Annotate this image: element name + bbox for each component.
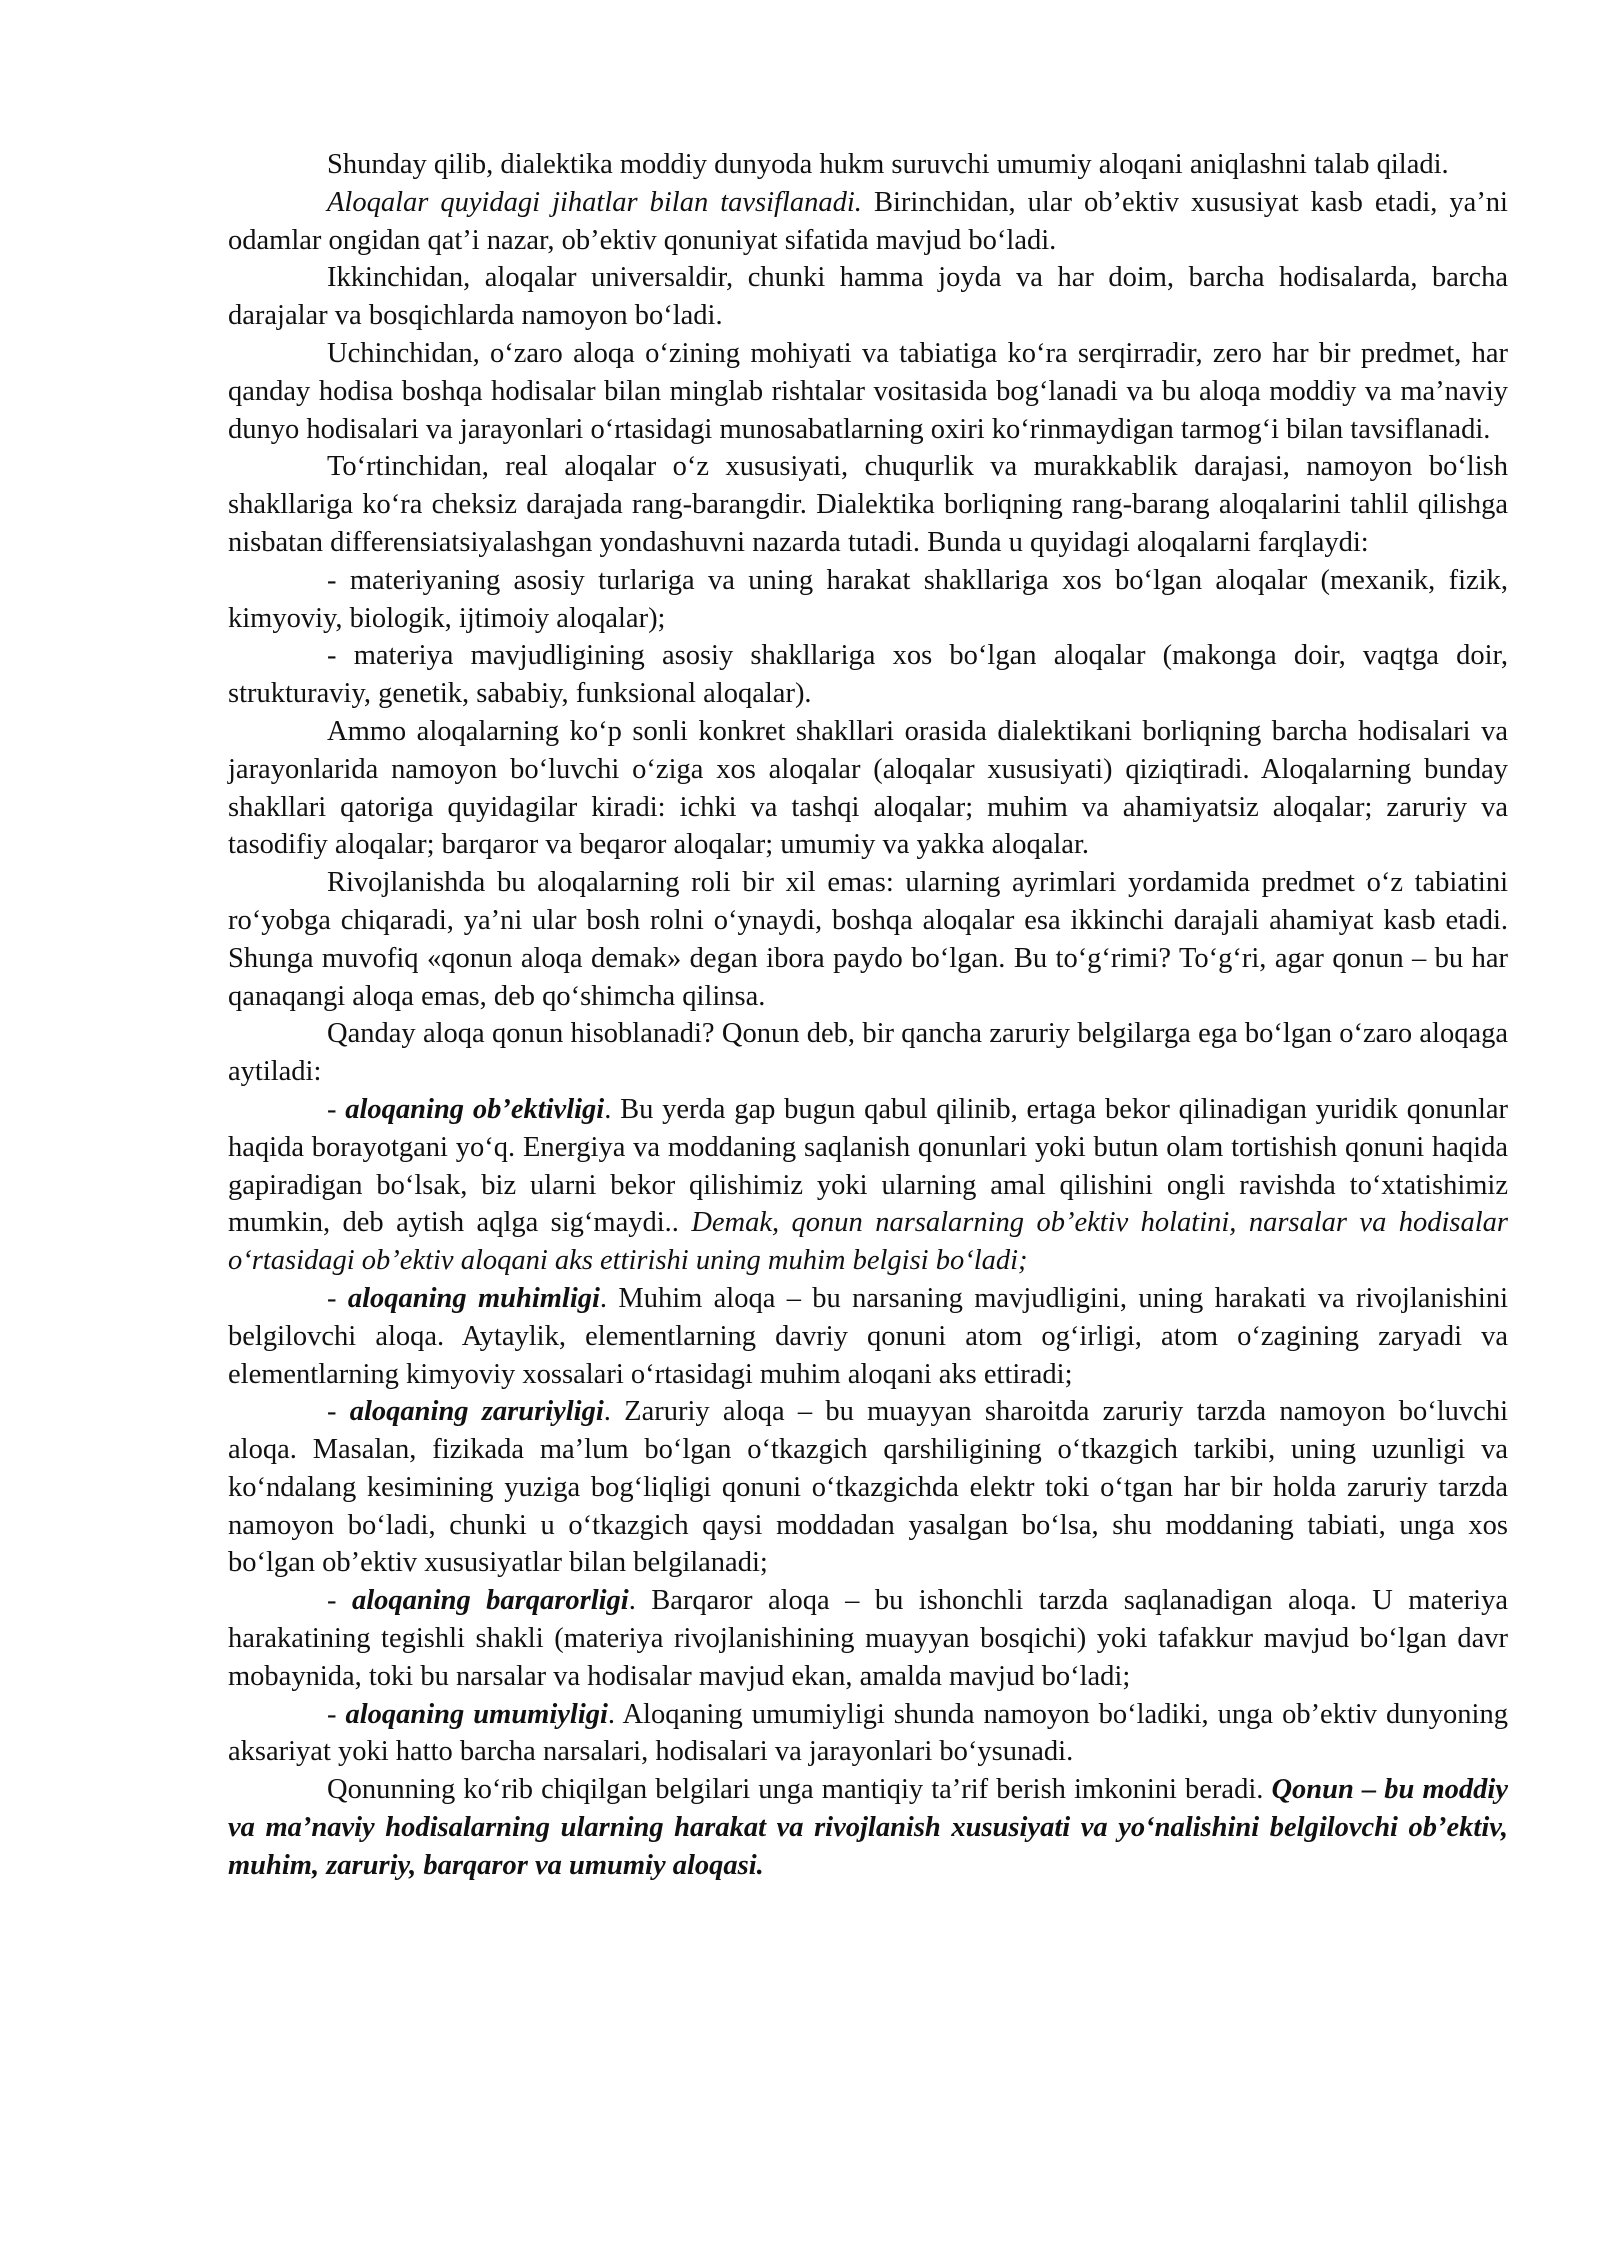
- term-necessity: aloqaning zaruriyligi: [349, 1396, 604, 1428]
- paragraph-text: . Muhim aloqa – bu narsaning mavjudligini, uning harakati va rivojlanishini belgilovchi aloqa. Aytaylik, elementlarning davriy qonuni atom og‘irligi, atom o‘zagining zaryadi va elementlarning kimyoviy xossalari o‘rtasidagi muhim aloqani aks ettiradi;: [228, 1282, 1508, 1390]
- paragraph-text: - materiya mavjudligining asosiy shakllariga xos bo‘lgan aloqalar (makonga doir, vaqtga doir, strukturaviy, genetik, sababiy, funksional aloqalar).: [228, 640, 1508, 710]
- paragraph-text: . Zaruriy aloqa – bu muayyan sharoitda zaruriy tarzda namoyon bo‘luvchi aloqa. Masalan, fizikada ma’lum bo‘lgan o‘tkazgich qarshiligining o‘tkazgich tarkibi, uning uzunligi va ko‘ndalang kesimining yuziga bog‘liqligi qonuni o‘tkazgichda elektr toki o‘tgan har bir holda zaruriy tarzda namoyon bo‘ladi, chunki u o‘tkazgich qaysi moddadan yasalgan bo‘lsa, shu moddaning tabiati, unga xos bo‘lgan ob’ektiv xususiyatlar bilan belgilanadi;: [228, 1396, 1508, 1579]
- paragraph-text: . Aloqaning umumiyligi shunda namoyon bo‘ladiki, unga ob’ektiv dunyoning aksariyat yoki hatto barcha narsalari, hodisalari va jarayonlari bo‘ysunadi.: [228, 1698, 1508, 1768]
- italic-heading: Aloqalar quyidagi jihatlar bilan tavsiflanadi.: [327, 186, 862, 218]
- document-page: [228, 146, 1508, 1885]
- law-definition: Qonun – bu moddiy va ma’naviy hodisalarning ularning harakat va rivojlanish xususiyati va yo‘nalishini belgilovchi ob’ektiv, muhim, zaruriy, barqaror va umumiy aloqasi.: [228, 1774, 1508, 1881]
- paragraph-text: Shunday qilib, dialektika moddiy dunyoda hukm suruvchi umumiy aloqani aniqlashni talab qiladi.: [327, 149, 1449, 180]
- paragraph-text: . Barqaror aloqa – bu ishonchli tarzda saqlanadigan aloqa. U materiya harakatining tegishli shakli (materiya rivojlanishining muayyan bosqichi) yoki tafakkur mavjud bo‘lgan davr mobaynida, toki bu narsalar va hodisalar mavjud ekan, amalda mavjud bo‘ladi;: [228, 1585, 1508, 1692]
- paragraph-role-in-development: [228, 864, 1508, 1015]
- paragraph-aspects: [228, 184, 1508, 260]
- paragraph-text: Birinchidan, ular ob’ektiv xususiyat kasb etadi, ya’ni odamlar ongidan qat’i nazar, ob’ektiv qonuniyat sifatida mavjud bo‘ladi.: [228, 186, 1508, 256]
- list-item-matter-types: [228, 562, 1508, 638]
- list-item-necessity: [228, 1393, 1508, 1582]
- paragraph-text: Rivojlanishda bu aloqalarning roli bir xil emas: ularning ayrimlari yordamida predmet o‘z tabiatini ro‘yobga chiqaradi, ya’ni ular bosh rolni o‘ynaydi, boshqa aloqalar esa ikkinchi darajali ahamiyat kasb etadi. Shunga muvofiq «qonun aloqa demak» degan ibora paydo bo‘lgan. Bu to‘g‘rimi? To‘g‘ri, agar qonun – bu har qanaqangi aloqa emas, deb qo‘shimcha qilinsa.: [228, 867, 1508, 1012]
- italic-conclusion: Demak, qonun narsalarning ob’ektiv holatini, narsalar va hodisalar o‘rtasidagi ob’ektiv aloqani aks ettirishi uning muhim belgisi bo‘ladi;: [228, 1207, 1508, 1277]
- paragraph-law-question: [228, 1015, 1508, 1091]
- list-dash: -: [327, 1396, 350, 1428]
- term-objectivity: aloqaning ob’ektivligi: [345, 1093, 605, 1125]
- list-item-universality: [228, 1696, 1508, 1772]
- paragraph-text: Ikkinchidan, aloqalar universaldir, chunki hamma joyda va har doim, barcha hodisalarda, barcha darajalar va bosqichlarda namoyon bo‘ladi.: [228, 262, 1508, 332]
- paragraph-text: Ammo aloqalarning ko‘p sonli konkret shakllari orasida dialektikani borliqning barcha hodisalari va jarayonlarida namoyon bo‘luvchi o‘ziga xos aloqalar (aloqalar xususiyati) qiziqtiradi. Aloqalarning bunday shakllari qatoriga quyidagilar kiradi: ichki va tashqi aloqalar; muhim va ahamiyatsiz aloqalar; zaruriy va tasodifiy aloqalar; barqaror va beqaror aloqalar; umumiy va yakka aloqalar.: [228, 715, 1508, 861]
- paragraph-text: Qonunning ko‘rib chiqilgan belgilari unga mantiqiy ta’rif berish imkonini beradi.: [327, 1774, 1272, 1806]
- list-dash: -: [327, 1282, 348, 1314]
- paragraph-fourth: [228, 448, 1508, 561]
- paragraph-specific-connections: [228, 713, 1508, 864]
- list-item-objectivity: [228, 1091, 1508, 1280]
- paragraph-third: [228, 335, 1508, 448]
- paragraph-text: - materiyaning asosiy turlariga va uning harakat shakllariga xos bo‘lgan aloqalar (mexanik, fizik, kimyoviy, biologik, ijtimoiy aloqalar);: [228, 564, 1508, 634]
- term-importance: aloqaning muhimligi: [347, 1282, 600, 1314]
- list-dash: -: [327, 1585, 352, 1617]
- paragraph-law-definition: [228, 1771, 1508, 1884]
- paragraph-text: . Bu yerda gap bugun qabul qilinib, ertaga bekor qilinadigan yuridik qonunlar haqida borayotgani yo‘q. Energiya va moddaning saqlanish qonunlari yoki butun olam tortishish qonuni haqida gapiradigan bo‘lsak, biz ularni bekor qilishimiz yoki ularning amal qilishini ongli ravishda to‘xtatishimiz mumkin, deb aytish aqlga sig‘maydi..: [228, 1093, 1509, 1239]
- list-item-importance: [228, 1280, 1508, 1393]
- paragraph-dialectics-intro: [228, 146, 1508, 184]
- paragraph-text: Uchinchidan, o‘zaro aloqa o‘zining mohiyati va tabiatiga ko‘ra serqirradir, zero har bir predmet, har qanday hodisa boshqa hodisalar bilan minglab rishtalar vositasida bog‘lanadi va bu aloqa moddiy va ma’naviy dunyo hodisalari va jarayonlari o‘rtasidagi munosabatlarning oxiri ko‘rinmaydigan tarmog‘i bilan tavsiflanadi.: [228, 337, 1508, 445]
- list-dash: -: [327, 1093, 346, 1125]
- list-dash: -: [327, 1698, 346, 1730]
- paragraph-text: Qanday aloqa qonun hisoblanadi? Qonun deb, bir qancha zaruriy belgilarga ega bo‘lgan o‘zaro aloqaga aytiladi:: [228, 1018, 1508, 1088]
- term-stability: aloqaning barqarorligi: [351, 1585, 629, 1617]
- paragraph-text: To‘rtinchidan, real aloqalar o‘z xususiyati, chuqurlik va murakkablik darajasi, namoyon bo‘lish shakllariga ko‘ra cheksiz darajada rang-barangdir. Dialektika borliqning rang-barang aloqalarini tahlil qilishga nisbatan differensiatsiyalashgan yondashuvni nazarda tutadi. Bunda u quyidagi aloqalarni farqlaydi:: [228, 451, 1508, 558]
- list-item-existence-forms: [228, 637, 1508, 713]
- list-item-stability: [228, 1582, 1508, 1695]
- term-universality: aloqaning umumiyligi: [345, 1698, 608, 1730]
- paragraph-second: [228, 259, 1508, 335]
